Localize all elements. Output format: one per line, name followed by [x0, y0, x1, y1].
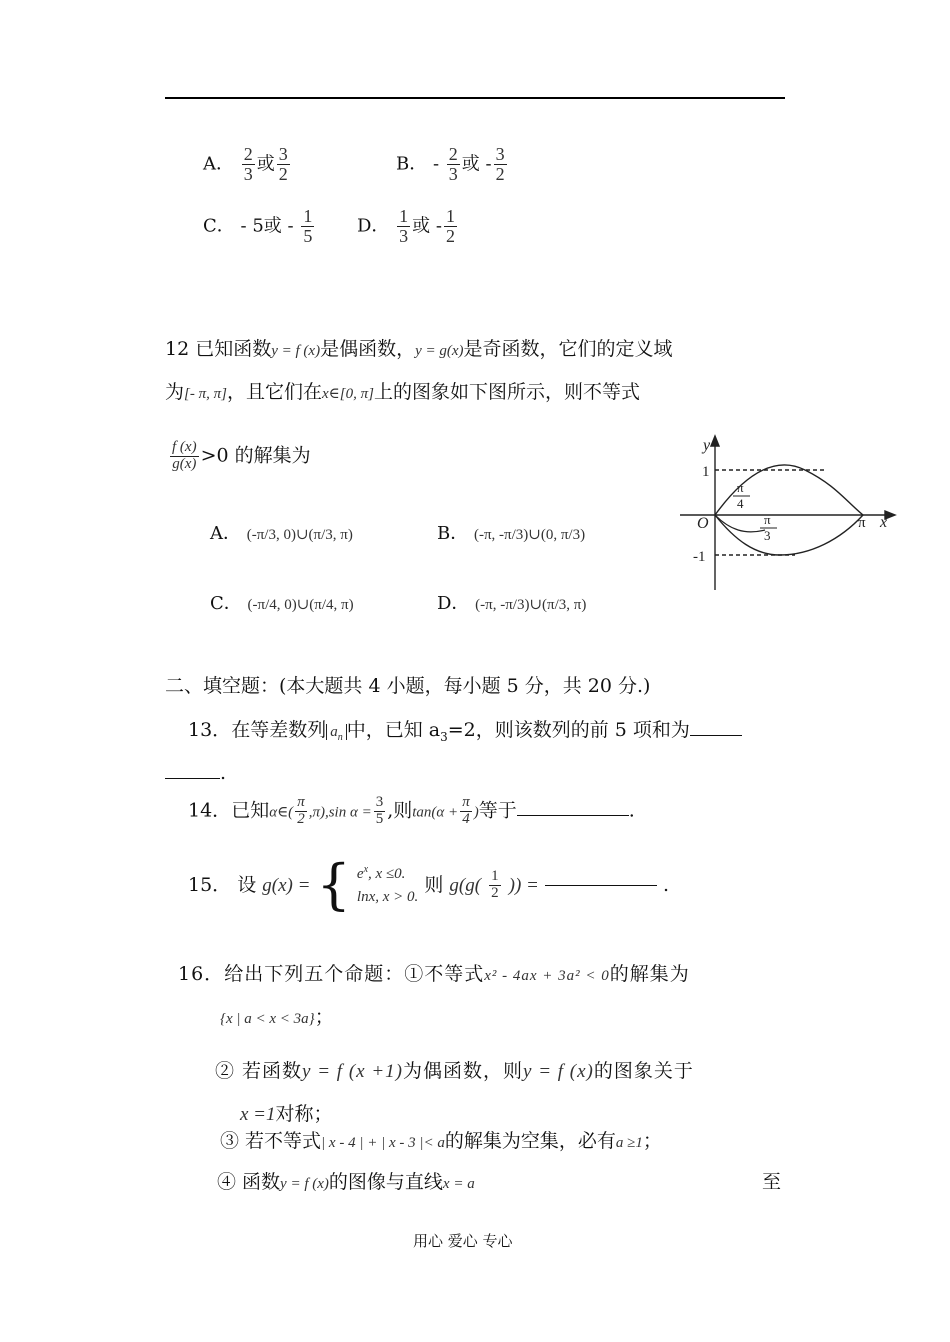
footer-text: 用心 爱心 专心 — [413, 1232, 513, 1250]
q16-line1: 16．给出下列五个命题：①不等式x² - 4ax + 3a² < 0的解集为 — [178, 963, 690, 985]
q12-option-d: D． (-π, -π/3)∪(π/3, π) — [437, 593, 587, 614]
q16-item4-end: 至 — [762, 1171, 782, 1193]
q13: 13．在等差数列 $a_n$ 中，已知 $a_3=2$，则该数列的前 5 项和为 — [188, 721, 742, 743]
q12-option-c: C． (-π/4, 0)∪(π/4, π) — [210, 593, 354, 614]
curve-g — [715, 515, 863, 555]
graph-pi4-num: π — [737, 480, 744, 495]
q12-option-b: B． (-π, -π/3)∪(0, π/3) — [437, 523, 586, 544]
q15: 15． 设 g(x) = { $e^x$, x ≤0. lnx, x > 0. 则 g(g( $\frac{1}{2}$ )) = . — [188, 853, 670, 916]
q15-blank[interactable] — [545, 885, 657, 886]
q12-line2: 为[- π, π]，且它们在x∈[0, π]上的图象如下图所示，则不等式 — [165, 381, 640, 403]
q12-inequality: $\frac{f (x)}{g(x)}$ >0 的解集为 — [172, 439, 311, 472]
q11-option-b: B． - $\frac{2}{3}$ 或 - $\frac{3}{2}$ — [396, 144, 505, 184]
q12-option-a: A． (-π/3, 0)∪(π/3, π) — [210, 523, 353, 544]
graph-pi3-den: 3 — [764, 528, 771, 543]
q13-blank[interactable] — [690, 735, 742, 736]
graph-y-label: y — [703, 437, 711, 454]
q13-continuation: . — [165, 764, 226, 783]
graph-neg-one: -1 — [693, 549, 706, 565]
section2-heading: 二、填空题：(本大题共 4 小题，每小题 5 分，共 20 分.) — [165, 675, 651, 697]
graph-pi4-den: 4 — [737, 496, 744, 511]
q11-option-d: D． $\frac{1}{3}$ 或 - $\frac{1}{2}$ — [357, 206, 455, 246]
q16-item4: ④ 函数y = f (x)的图像与直线x = a — [217, 1171, 475, 1193]
y-axis-arrow — [711, 436, 719, 446]
q11-option-c: C． - 5或 - $\frac{1}{5}$ — [203, 206, 313, 246]
graph-x-label: x — [880, 514, 888, 531]
graph-one: 1 — [702, 464, 710, 480]
graph-pi3-num: π — [764, 512, 771, 527]
q13-blank-2[interactable] — [165, 778, 220, 779]
header-rule — [165, 97, 785, 99]
q14-blank[interactable] — [517, 815, 629, 816]
q12-line1: 12 已知函数y = f (x)是偶函数，y = g(x)是奇函数，它们的定义域 — [165, 338, 673, 360]
q16-item2: ② 若函数y = f (x +1)为偶函数，则y = f (x)的图象关于 — [215, 1060, 694, 1082]
function-graph — [675, 430, 900, 595]
q16-item3: ③ 若不等式| x - 4 | + | x - 3 |< a的解集为空集，必有a ≥1； — [220, 1130, 662, 1152]
q14: 14．已知α∈( $\frac{\pi}{2}$ ,π),sin α = $\frac{3}{5}$ ,则tan(α + $\frac{\pi}{4}$ )等于 . — [188, 794, 635, 827]
q11-option-a: A． $\frac{2}{3}$ 或 $\frac{3}{2}$ — [203, 144, 288, 184]
graph-origin: O — [697, 515, 709, 532]
q16-set: {x | a < x < 3a}； — [220, 1006, 334, 1028]
q16-item2-cont: x =1对称； — [240, 1103, 333, 1125]
graph-pi: π — [858, 515, 866, 531]
